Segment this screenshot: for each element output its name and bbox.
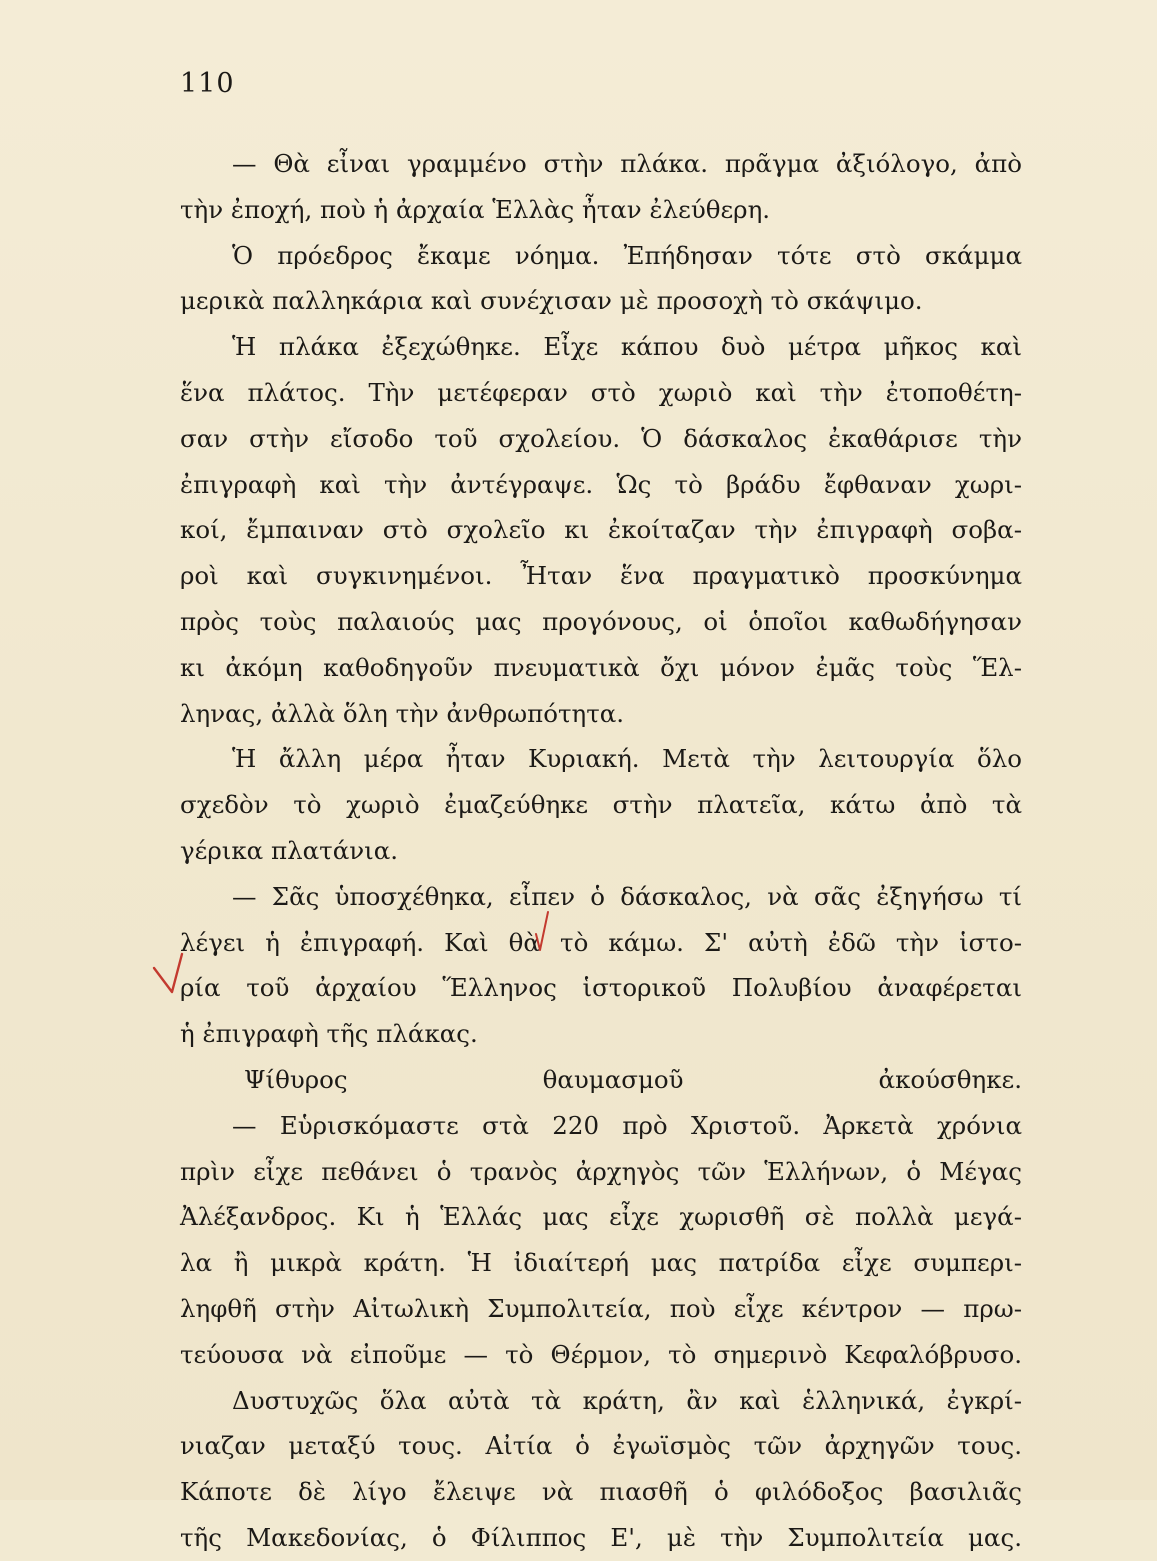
text-line: γέρικα πλατάνια. (180, 835, 399, 865)
text-line: Ὁ πρόεδρος ἔκαμε νόημα. Ἐπήδησαν τότε στὸ σκάμμα (232, 240, 1022, 270)
text-line: Δυστυχῶς ὅλα αὐτὰ τὰ κράτη, ἂν καὶ ἑλληνικά, ἐγκρί- (232, 1385, 1022, 1415)
text-line: ρία τοῦ ἀρχαίου Ἕλληνος ἱστορικοῦ Πολυβίου ἀναφέρεται (180, 973, 1022, 1003)
text-line: σχεδὸν τὸ χωριὸ ἐμαζεύθηκε στὴν πλατεῖα, κάτω ἀπὸ τὰ (180, 790, 1022, 820)
text-line: ληφθῆ στὴν Αἰτωλικὴ Συμπολιτεία, ποὺ εἶχε κέντρον — πρω- (180, 1293, 1022, 1323)
text-line: λέγει ἡ ἐπιγραφή. Καὶ θὰ τὸ κάμω. Σ' αὐτὴ ἐδῶ τὴν ἱστο- (180, 927, 1022, 957)
text-line: ροὶ καὶ συγκινημένοι. Ἦταν ἕνα πραγματικὸ προσκύνημα (180, 561, 1022, 591)
red-tick-mark-icon (530, 906, 570, 956)
text-line: τεύουσα νὰ εἰποῦμε — τὸ Θέρμον, τὸ σημερινὸ Κεφαλόβρυσο. (180, 1339, 1022, 1369)
text-line: πρὶν εἶχε πεθάνει ὁ τρανὸς ἀρχηγὸς τῶν Ἑλλήνων, ὁ Μέγας (180, 1156, 1022, 1186)
text-line: πρὸς τοὺς παλαιούς μας προγόνους, οἱ ὁποῖοι καθωδήγησαν (180, 606, 1022, 636)
red-check-mark-icon (150, 950, 200, 1000)
text-line: Κάποτε δὲ λίγο ἔλειψε νὰ πιασθῆ ὁ φιλόδοξος βασιλιᾶς (180, 1477, 1022, 1507)
text-line: Ψίθυρος θαυμασμοῦ ἀκούσθηκε. (244, 1064, 1022, 1094)
text-line: — Θὰ εἶναι γραμμένο στὴν πλάκα. πρᾶγμα ἀξιόλογο, ἀπὸ (232, 149, 1022, 178)
text-line: νιαζαν μεταξύ τους. Αἰτία ὁ ἐγωϊσμὸς τῶν ἀρχηγῶν τους. (180, 1431, 1022, 1461)
text-line: κοί, ἔμπαιναν στὸ σχολεῖο κι ἐκοίταζαν τὴν ἐπιγραφὴ σοβα- (180, 515, 1022, 545)
text-line: σαν στὴν εἴσοδο τοῦ σχολείου. Ὁ δάσκαλος ἐκαθάρισε τὴν (180, 423, 1022, 453)
text-line: κι ἀκόμη καθοδηγοῦν πνευματικὰ ὄχι μόνον ἐμᾶς τοὺς Ἕλ- (180, 652, 1022, 682)
text-line: ἐπιγραφὴ καὶ τὴν ἀντέγραψε. Ὡς τὸ βράδυ ἔφθαναν χωρι- (180, 469, 1022, 499)
text-line: μερικὰ παλληκάρια καὶ συνέχισαν μὲ προσοχὴ τὸ σκάψιμο. (180, 286, 923, 316)
text-line: τῆς Μακεδονίας, ὁ Φίλιππος Ε', μὲ τὴν Συμπολιτεία μας. (180, 1522, 1022, 1552)
text-line: λα ἢ μικρὰ κράτη. Ἡ ἰδιαίτερή μας πατρίδα εἶχε συμπερι- (180, 1248, 1022, 1278)
body-text (180, 141, 1022, 1561)
page-number: 110 (180, 68, 235, 99)
text-line: Ἡ ἄλλη μέρα ἦταν Κυριακή. Μετὰ τὴν λειτουργία ὅλο (232, 744, 1022, 774)
text-line: ἕνα πλάτος. Τὴν μετέφεραν στὸ χωριὸ καὶ τὴν ἐτοποθέτη- (180, 377, 1022, 407)
text-line: Ἡ πλάκα ἐξεχώθηκε. Εἶχε κάπου δυὸ μέτρα μῆκος καὶ (232, 332, 1022, 362)
text-line: — Εὑρισκόμαστε στὰ 220 πρὸ Χριστοῦ. Ἀρκετὰ χρόνια (232, 1110, 1022, 1140)
text-line: — Σᾶς ὑποσχέθηκα, εἶπεν ὁ δάσκαλος, νὰ σᾶς ἐξηγήσω τί (232, 881, 1022, 911)
text-line: Ἀλέξανδρος. Κι ἡ Ἑλλάς μας εἶχε χωρισθῆ σὲ πολλὰ μεγά- (180, 1202, 1022, 1232)
text-line: τὴν ἐποχή, ποὺ ἡ ἀρχαία Ἑλλὰς ἦταν ἐλεύθερη. (180, 194, 771, 224)
text-line: ληνας, ἀλλὰ ὅλη τὴν ἀνθρωπότητα. (180, 698, 625, 728)
text-line: ἡ ἐπιγραφὴ τῆς πλάκας. (180, 1019, 478, 1049)
